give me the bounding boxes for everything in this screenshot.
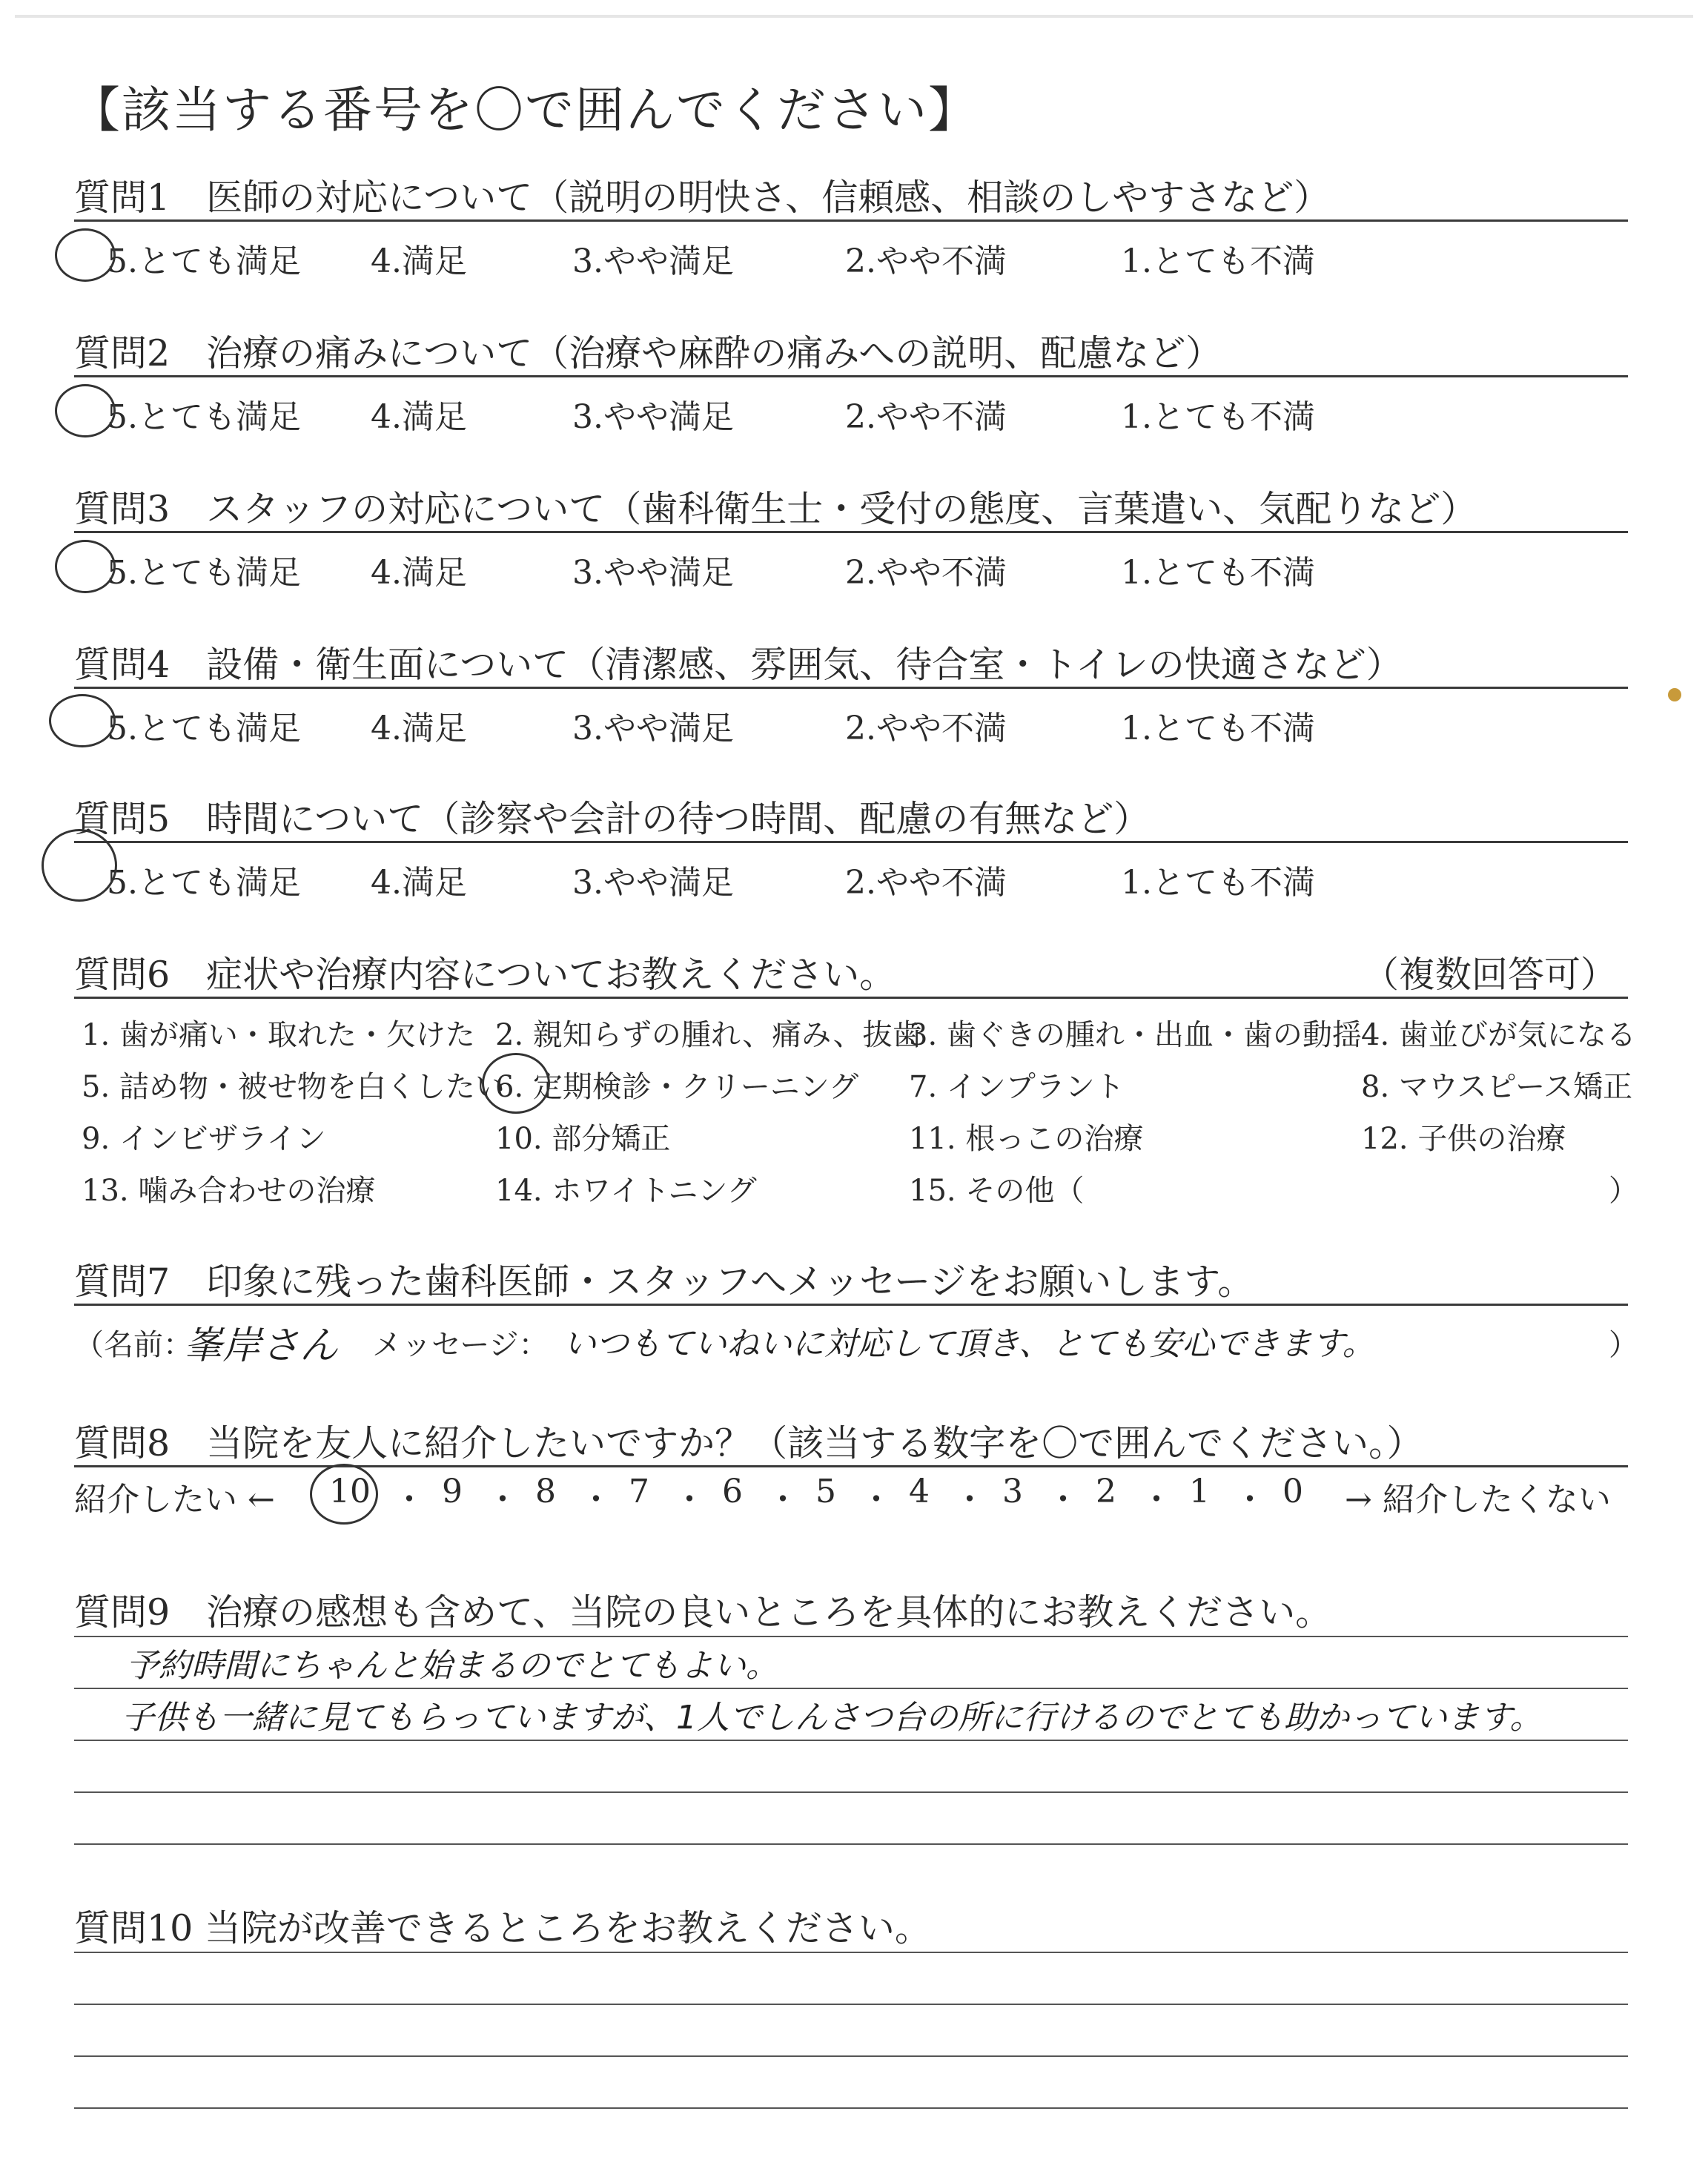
question-8-rule	[74, 1465, 1628, 1467]
q6-item-9[interactable]: 9. インビザライン	[82, 1122, 326, 1156]
q4-option-1[interactable]: 1.とても不満	[1121, 710, 1315, 747]
q2-option-1[interactable]: 1.とても不満	[1121, 398, 1315, 436]
q8-scale-2[interactable]: 2	[1096, 1473, 1116, 1510]
q6-item-13[interactable]: 13. 噛み合わせの治療	[82, 1174, 376, 1208]
q6-item-15-close: ）	[1609, 1174, 1638, 1208]
q8-scale-6[interactable]: 6	[722, 1473, 743, 1510]
q8-scale-dot: ・	[673, 1481, 706, 1519]
q3-option-4[interactable]: 4.満足	[371, 554, 467, 592]
question-5-options	[74, 856, 1557, 900]
q6-item-6[interactable]: 6. 定期検診・クリーニング	[495, 1070, 859, 1104]
q6-item-4[interactable]: 4. 歯並びが気になる	[1361, 1018, 1636, 1052]
q8-scale-10[interactable]: 10	[329, 1473, 371, 1510]
q8-scale-dot: ・	[953, 1481, 986, 1519]
q9-line-1	[74, 1636, 1628, 1637]
question-5-label: 質問5 時間について（診察や会計の待つ時間、配慮の有無など）	[74, 798, 1151, 840]
q5-option-1[interactable]: 1.とても不満	[1121, 864, 1315, 902]
q9-line-5	[74, 1843, 1628, 1845]
q10-line-2[interactable]	[74, 2004, 1628, 2005]
q6-item-5[interactable]: 5. 詰め物・被せ物を白くしたい	[82, 1070, 505, 1104]
q6-item-2[interactable]: 2. 親知らずの腫れ、痛み、抜歯	[495, 1018, 922, 1052]
q8-scale-dot: ・	[1047, 1481, 1079, 1519]
question-3-label: 質問3 スタッフの対応について（歯科衛生士・受付の態度、言葉遣い、気配りなど）	[74, 488, 1477, 530]
question-8-label: 質問8 当院を友人に紹介したいですか？（該当する数字を〇で囲んでください。）	[74, 1422, 1423, 1464]
question-10-label: 質問10 当院が改善できるところをお教えください。	[74, 1907, 931, 1949]
question-3-options	[74, 546, 1557, 590]
q5-option-3[interactable]: 3.やや満足	[572, 864, 734, 902]
q8-scale-0[interactable]: 0	[1282, 1473, 1303, 1510]
q2-option-3[interactable]: 3.やや満足	[572, 398, 734, 436]
q6-item-7[interactable]: 7. インプラント	[909, 1070, 1125, 1104]
q6-item-8[interactable]: 8. マウスピース矯正	[1361, 1070, 1633, 1104]
q1-option-4[interactable]: 4.満足	[371, 242, 467, 280]
q1-option-1[interactable]: 1.とても不満	[1121, 242, 1315, 280]
q7-message-value[interactable]: いつもていねいに対応して頂き、とても安心できます。	[563, 1325, 1375, 1363]
q8-scale	[74, 1473, 1628, 1517]
q7-message-label: メッセージ：	[372, 1328, 549, 1362]
q1-option-2[interactable]: 2.やや不満	[845, 242, 1007, 280]
q8-scale-dot: ・	[860, 1481, 893, 1519]
question-9-label: 質問9 治療の感想も含めて、当院の良いところを具体的にお教えください。	[74, 1591, 1332, 1634]
question-4-rule	[74, 687, 1628, 689]
q3-option-2[interactable]: 2.やや不満	[845, 554, 1007, 592]
q8-scale-8[interactable]: 8	[535, 1473, 556, 1510]
q8-scale-dot: ・	[486, 1481, 519, 1519]
q4-option-2[interactable]: 2.やや不満	[845, 710, 1007, 747]
q4-option-3[interactable]: 3.やや満足	[572, 710, 734, 747]
question-1-options	[74, 234, 1557, 279]
q8-scale-dot: ・	[1140, 1481, 1173, 1519]
question-1-rule	[74, 219, 1628, 222]
q1-option-3[interactable]: 3.やや満足	[572, 242, 734, 280]
question-4-options	[74, 701, 1557, 746]
q9-line-4	[74, 1791, 1628, 1793]
question-5-rule	[74, 841, 1628, 843]
page-title: 【該当する番号を〇で囲んでください】	[71, 82, 979, 139]
q9-line-2	[74, 1688, 1628, 1689]
q8-scale-9[interactable]: 9	[442, 1473, 463, 1510]
q3-option-5[interactable]: 5.とても満足	[107, 554, 301, 592]
question-1-label: 質問1 医師の対応について（説明の明快さ、信頼感、相談のしやすさなど）	[74, 176, 1331, 219]
q6-item-10[interactable]: 10. 部分矯正	[495, 1122, 671, 1156]
q8-scale-dot: ・	[580, 1481, 612, 1519]
question-4-label: 質問4 設備・衛生面について（清潔感、雰囲気、待合室・トイレの快適さなど）	[74, 644, 1403, 686]
q10-line-4[interactable]	[74, 2107, 1628, 2109]
q5-option-5[interactable]: 5.とても満足	[107, 864, 301, 902]
q6-item-11[interactable]: 11. 根っこの治療	[909, 1122, 1144, 1156]
q8-scale-3[interactable]: 3	[1002, 1473, 1023, 1510]
q10-line-1[interactable]	[74, 1952, 1628, 1953]
question-2-options	[74, 390, 1557, 435]
q8-right-label: → 紹介したくない	[1345, 1481, 1611, 1519]
question-2-rule	[74, 375, 1628, 377]
q7-answer-row	[74, 1318, 1638, 1370]
q8-scale-dot: ・	[767, 1481, 799, 1519]
q1-option-5[interactable]: 5.とても満足	[107, 242, 301, 280]
q5-option-4[interactable]: 4.満足	[371, 864, 467, 902]
q4-option-4[interactable]: 4.満足	[371, 710, 467, 747]
q4-option-5[interactable]: 5.とても満足	[107, 710, 301, 747]
q8-scale-dot: ・	[1234, 1481, 1266, 1519]
q6-item-12[interactable]: 12. 子供の治療	[1361, 1122, 1566, 1156]
top-border	[15, 15, 1693, 18]
q7-close-paren: ）	[1609, 1328, 1638, 1362]
question-6-rule	[74, 997, 1628, 999]
q5-option-2[interactable]: 2.やや不満	[845, 864, 1007, 902]
q8-scale-5[interactable]: 5	[815, 1473, 836, 1510]
q9-answer-line-2[interactable]: 子供も一緒に見てもらっていますが、1人でしんさつ台の所に行けるのでとても助かっています。	[122, 1699, 1543, 1737]
q2-option-5[interactable]: 5.とても満足	[107, 398, 301, 436]
q2-option-2[interactable]: 2.やや不満	[845, 398, 1007, 436]
paper-spot	[1668, 688, 1681, 701]
q8-scale-4[interactable]: 4	[909, 1473, 930, 1510]
q9-answer-line-1[interactable]: 予約時間にちゃんと始まるのでとてもよい。	[126, 1647, 778, 1685]
question-6-note: （複数回答可）	[1363, 954, 1618, 996]
q6-item-3[interactable]: 3. 歯ぐきの腫れ・出血・歯の動揺	[909, 1018, 1362, 1052]
q10-line-3[interactable]	[74, 2055, 1628, 2057]
q8-scale-dot: ・	[393, 1481, 426, 1519]
question-3-rule	[74, 531, 1628, 533]
q3-option-1[interactable]: 1.とても不満	[1121, 554, 1315, 592]
q6-item-14[interactable]: 14. ホワイトニング	[495, 1174, 757, 1208]
question-7-rule	[74, 1304, 1628, 1306]
q8-left-label: 紹介したい ←	[74, 1481, 275, 1519]
q7-name-value[interactable]: 峯岸さん	[184, 1324, 339, 1368]
q8-scale-7[interactable]: 7	[629, 1473, 649, 1510]
q7-name-label: （名前：	[74, 1328, 193, 1362]
question-6-label: 質問6 症状や治療内容についてお教えください。	[74, 954, 896, 996]
q8-scale-1[interactable]: 1	[1189, 1473, 1210, 1510]
q6-item-15[interactable]: 15. その他（	[909, 1174, 1085, 1208]
q3-option-3[interactable]: 3.やや満足	[572, 554, 734, 592]
q2-option-4[interactable]: 4.満足	[371, 398, 467, 436]
question-7-label: 質問7 印象に残った歯科医師・スタッフへメッセージをお願いします。	[74, 1261, 1254, 1303]
q9-line-3	[74, 1740, 1628, 1741]
question-2-label: 質問2 治療の痛みについて（治療や麻酔の痛みへの説明、配慮など）	[74, 332, 1222, 374]
q6-item-1[interactable]: 1. 歯が痛い・取れた・欠けた	[82, 1018, 475, 1052]
